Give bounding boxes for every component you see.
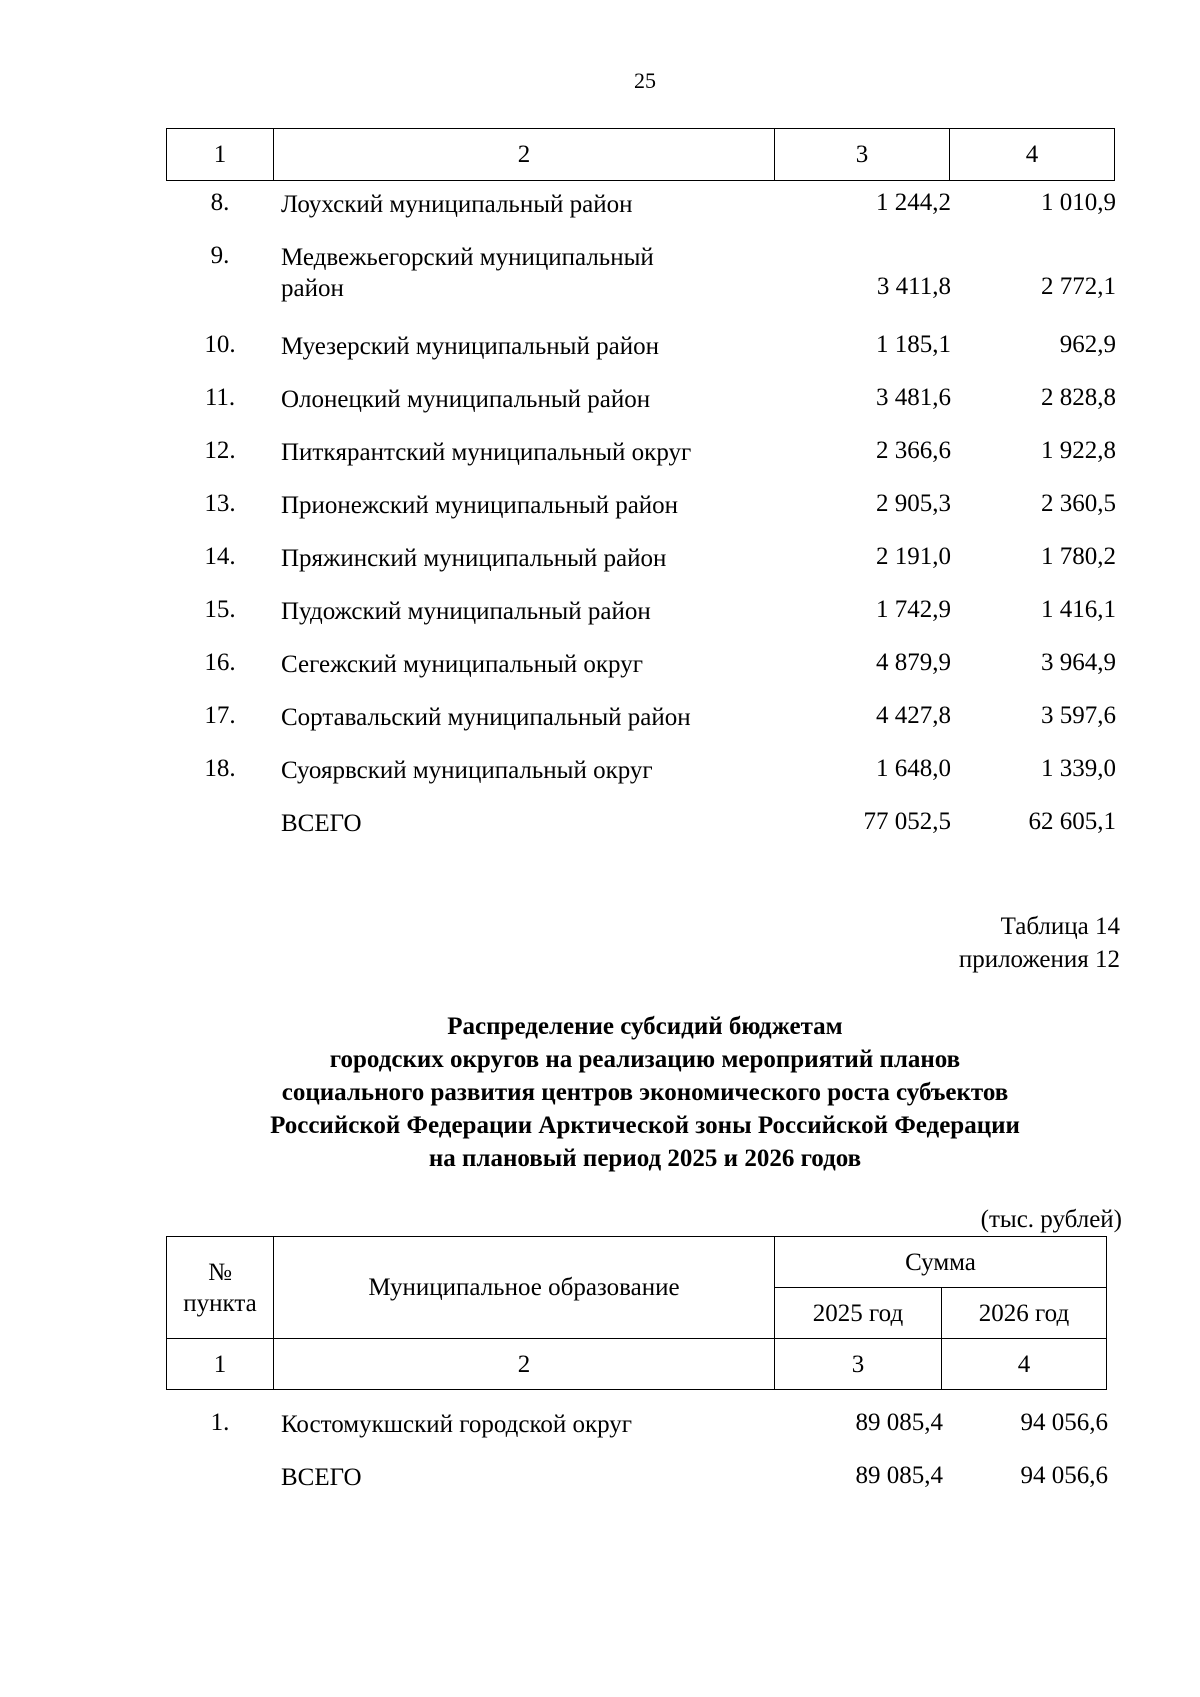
table-row <box>166 182 1116 235</box>
table-row <box>166 235 1116 324</box>
row-number: 16. <box>204 649 236 676</box>
value-col4: 1 922,8 <box>1041 437 1116 464</box>
table-row <box>166 483 1116 536</box>
value-col3: 2 191,0 <box>876 543 951 570</box>
table-total-row <box>166 1455 1108 1508</box>
total-2026: 94 056,6 <box>1020 1462 1108 1489</box>
table2-col-index-1: 1 <box>167 1339 274 1390</box>
col-number-word: пункта <box>183 1289 257 1317</box>
value-col3: 4 427,8 <box>876 702 951 729</box>
table2-header <box>166 1236 1107 1390</box>
table1-body <box>166 182 1116 854</box>
value-col3: 4 879,9 <box>876 649 951 676</box>
value-col3: 1 742,9 <box>876 596 951 623</box>
title-line: городских округов на реализацию мероприятий планов <box>329 1046 961 1073</box>
title-line: социального развития центров экономического роста субъектов <box>281 1079 1009 1106</box>
value-col3: 2 905,3 <box>876 490 951 517</box>
value-col4: 2 828,8 <box>1041 384 1116 411</box>
table-caption <box>959 910 1120 976</box>
table1-col-index-4: 4 <box>950 129 1115 181</box>
col-sum-header: Сумма <box>775 1237 1107 1288</box>
table-row <box>166 695 1116 748</box>
row-number: 1. <box>210 1409 230 1436</box>
row-number: 11. <box>204 384 236 411</box>
value-col4: 3 964,9 <box>1041 649 1116 676</box>
total-label: ВСЕГО <box>281 1464 362 1491</box>
table2-col-index-2: 2 <box>274 1339 775 1390</box>
row-number: 18. <box>204 755 236 782</box>
total-col3: 77 052,5 <box>863 808 951 835</box>
col-2026-header: 2026 год <box>942 1288 1107 1339</box>
value-col3: 1 244,2 <box>876 189 951 216</box>
value-col4: 1 010,9 <box>1041 189 1116 216</box>
units-label: (тыс. рублей) <box>980 1206 1122 1233</box>
value-col3: 3 411,8 <box>876 273 951 300</box>
table2-col-index-4: 4 <box>942 1339 1107 1390</box>
value-col3: 3 481,6 <box>876 384 951 411</box>
table-title <box>120 1010 1170 1175</box>
municipality-name: Лоухский муниципальный район <box>281 191 633 218</box>
table-row <box>166 642 1116 695</box>
table2-body <box>166 1402 1108 1508</box>
row-number: 15. <box>204 596 236 623</box>
value-col4: 2 360,5 <box>1041 490 1116 517</box>
total-label: ВСЕГО <box>281 810 362 837</box>
table-row <box>166 589 1116 642</box>
row-number: 17. <box>204 702 236 729</box>
municipality-name: Сегежский муниципальный округ <box>281 651 643 678</box>
row-number: 13. <box>204 490 236 517</box>
value-col4: 962,9 <box>1059 331 1116 358</box>
table-total-row <box>166 801 1116 854</box>
table-row <box>166 1402 1108 1455</box>
table-row <box>166 536 1116 589</box>
value-col4: 1 416,1 <box>1041 596 1116 623</box>
municipality-name: Костомукшский городской округ <box>281 1411 633 1438</box>
value-col3: 1 185,1 <box>876 331 951 358</box>
title-line: Российской Федерации Арктической зоны Российской Федерации <box>270 1112 1020 1139</box>
row-number: 9. <box>210 242 230 269</box>
value-col4: 1 780,2 <box>1041 543 1116 570</box>
page-number: 25 <box>634 68 656 93</box>
table-row <box>166 748 1116 801</box>
col-number-header <box>167 1237 274 1339</box>
table1-col-index-2: 2 <box>274 129 775 181</box>
title-line: Распределение субсидий бюджетам <box>447 1013 843 1040</box>
col-2025-header: 2025 год <box>775 1288 942 1339</box>
row-number: 12. <box>204 437 236 464</box>
table2-col-index-3: 3 <box>775 1339 942 1390</box>
value-col4: 3 597,6 <box>1041 702 1116 729</box>
municipality-name: Пудожский муниципальный район <box>281 598 651 625</box>
value-col4: 1 339,0 <box>1041 755 1116 782</box>
title-line: на плановый период 2025 и 2026 годов <box>428 1145 862 1172</box>
total-2025: 89 085,4 <box>855 1462 943 1489</box>
value-2026: 94 056,6 <box>1020 1409 1108 1436</box>
row-number: 14. <box>204 543 236 570</box>
table-row <box>166 430 1116 483</box>
total-col4: 62 605,1 <box>1028 808 1116 835</box>
municipality-name: Прионежский муниципальный район <box>281 492 679 519</box>
municipality-name: Олонецкий муниципальный район <box>281 386 651 413</box>
municipality-name: Пряжинский муниципальный район <box>281 545 667 572</box>
table-row <box>166 324 1116 377</box>
row-number: 8. <box>210 189 230 216</box>
col-number-symbol: № <box>208 1258 232 1286</box>
municipality-name: Сортавальский муниципальный район <box>281 704 691 731</box>
municipality-name: Муезерский муниципальный район <box>281 333 659 360</box>
municipality-name: Питкярантский муниципальный округ <box>281 439 692 466</box>
appendix-reference: приложения 12 <box>958 946 1120 973</box>
col-municipality-header: Муниципальное образование <box>274 1237 775 1339</box>
value-col3: 1 648,0 <box>876 755 951 782</box>
table-row <box>166 377 1116 430</box>
municipality-name: Суоярвский муниципальный округ <box>281 757 653 784</box>
row-number: 10. <box>204 331 236 358</box>
value-2025: 89 085,4 <box>855 1409 943 1436</box>
table1-col-index-1: 1 <box>167 129 274 181</box>
table1-col-index-3: 3 <box>775 129 950 181</box>
table-number: Таблица 14 <box>1000 913 1120 940</box>
value-col3: 2 366,6 <box>876 437 951 464</box>
value-col4: 2 772,1 <box>1041 273 1116 300</box>
municipality-name: Медвежьегорский муниципальный район <box>281 244 654 302</box>
table1-header <box>166 128 1115 181</box>
